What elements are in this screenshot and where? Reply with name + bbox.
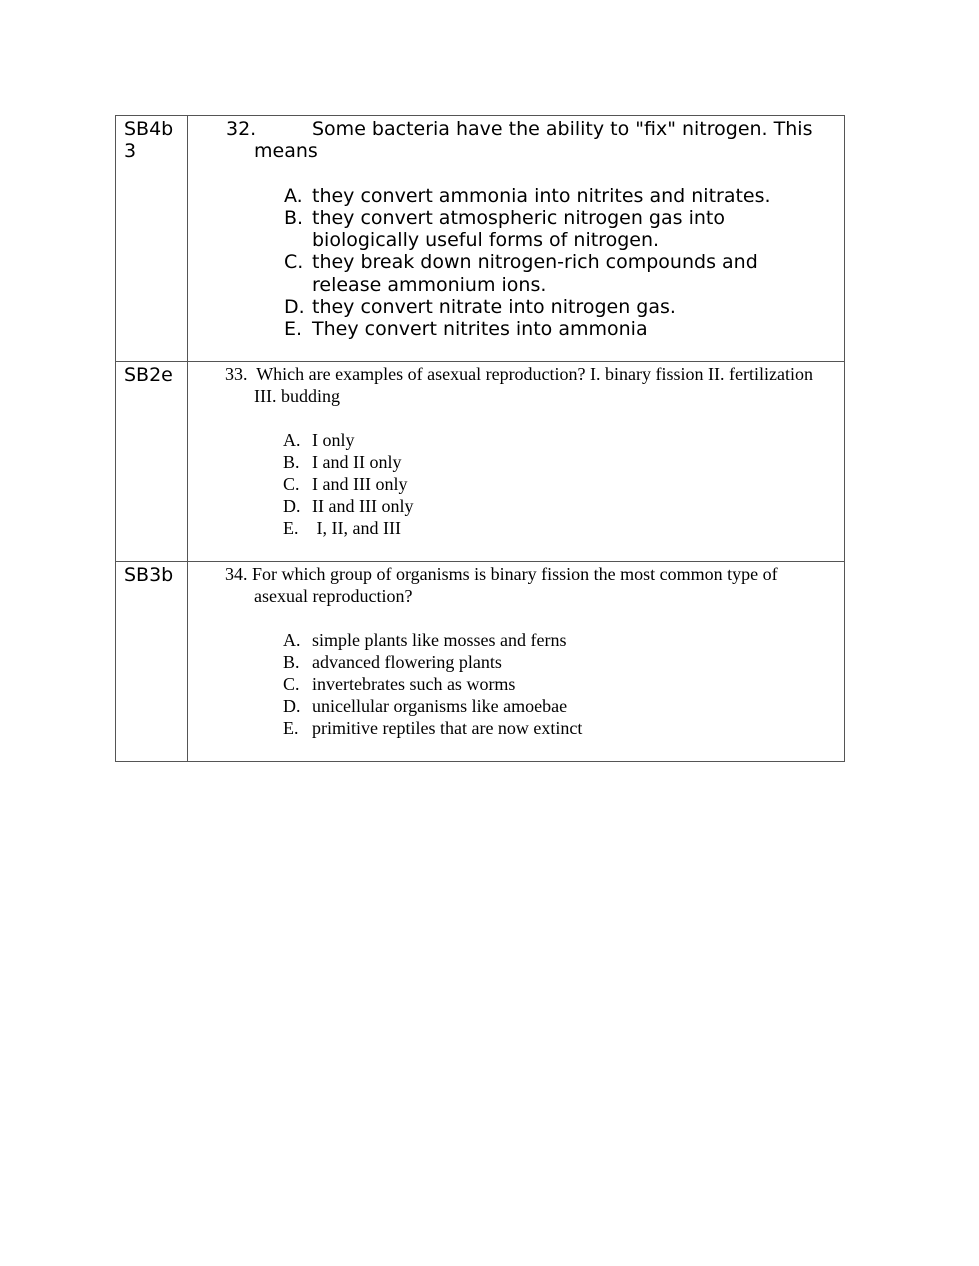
option-text: they convert atmospheric nitrogen gas into biologically useful forms of nitrogen.: [312, 206, 725, 252]
question-stem: [188, 118, 844, 163]
option-text: I and III only: [312, 474, 408, 494]
question-cell: [188, 362, 845, 562]
option-text: I and II only: [312, 452, 402, 472]
option-text: they convert ammonia into nitrites and nitrates.: [312, 184, 771, 207]
option-text: II and III only: [312, 496, 414, 516]
answer-option: [188, 318, 844, 340]
question-stem: [188, 563, 844, 607]
question-text: For which group of organisms is binary fission the most common type of asexual reproduction?: [252, 564, 778, 606]
option-letter: E.: [284, 318, 303, 341]
option-letter: A.: [283, 430, 301, 450]
option-text: they break down nitrogen-rich compounds and release ammonium ions.: [312, 251, 758, 296]
question-cell: [188, 562, 845, 762]
question-table: [115, 115, 845, 762]
standard-code-cell: [116, 562, 188, 762]
option-letter: D.: [284, 296, 305, 319]
option-text: simple plants like mosses and ferns: [312, 630, 567, 650]
option-letter: E.: [283, 518, 299, 538]
question-number: 33.: [225, 364, 248, 384]
question-cell: [188, 116, 845, 362]
option-letter: C.: [284, 251, 304, 274]
answer-options: [188, 429, 844, 539]
answer-option: [188, 695, 844, 717]
answer-option: [188, 629, 844, 651]
option-letter: C.: [283, 674, 300, 694]
option-text: they convert nitrate into nitrogen gas.: [312, 296, 676, 319]
question-row: [116, 116, 845, 362]
answer-option: [188, 185, 844, 207]
question-row: [116, 362, 845, 562]
standard-code: SB3b: [124, 564, 174, 586]
answer-option: [188, 251, 844, 296]
option-text: I, II, and III: [312, 518, 401, 538]
question-number: 32.: [226, 118, 257, 140]
option-letter: A.: [284, 184, 303, 207]
answer-option: [188, 517, 844, 539]
question-text: Which are examples of asexual reproduction? I. binary fission II. fertilization III. budding: [254, 364, 813, 406]
answer-options: [188, 185, 844, 341]
option-text: I only: [312, 430, 355, 450]
answer-option: [188, 717, 844, 739]
option-letter: B.: [284, 206, 304, 229]
option-letter: D.: [283, 496, 301, 516]
option-text: They convert nitrites into ammonia: [312, 318, 648, 341]
answer-option: [188, 207, 844, 252]
answer-option: [188, 495, 844, 517]
option-letter: D.: [283, 696, 301, 716]
answer-option: [188, 451, 844, 473]
option-letter: B.: [283, 652, 300, 672]
answer-option: [188, 651, 844, 673]
option-text: unicellular organisms like amoebae: [312, 696, 568, 716]
option-text: invertebrates such as worms: [312, 674, 516, 694]
answer-option: [188, 429, 844, 451]
question-row: [116, 562, 845, 762]
question-number: 34.: [225, 564, 248, 584]
question-text: Some bacteria have the ability to "fix" nitrogen. This means: [254, 118, 813, 163]
standard-code: SB2e: [124, 364, 173, 386]
option-letter: B.: [283, 452, 300, 472]
answer-option: [188, 673, 844, 695]
answer-option: [188, 473, 844, 495]
standard-code-cell: [116, 362, 188, 562]
option-letter: C.: [283, 474, 300, 494]
question-stem: [188, 363, 844, 407]
option-text: advanced flowering plants: [312, 652, 502, 672]
answer-option: [188, 296, 844, 318]
option-text: primitive reptiles that are now extinct: [312, 718, 583, 738]
standard-code: SB4b3: [124, 118, 174, 162]
option-letter: A.: [283, 630, 301, 650]
option-letter: E.: [283, 718, 299, 738]
standard-code-cell: [116, 116, 188, 362]
answer-options: [188, 629, 844, 739]
